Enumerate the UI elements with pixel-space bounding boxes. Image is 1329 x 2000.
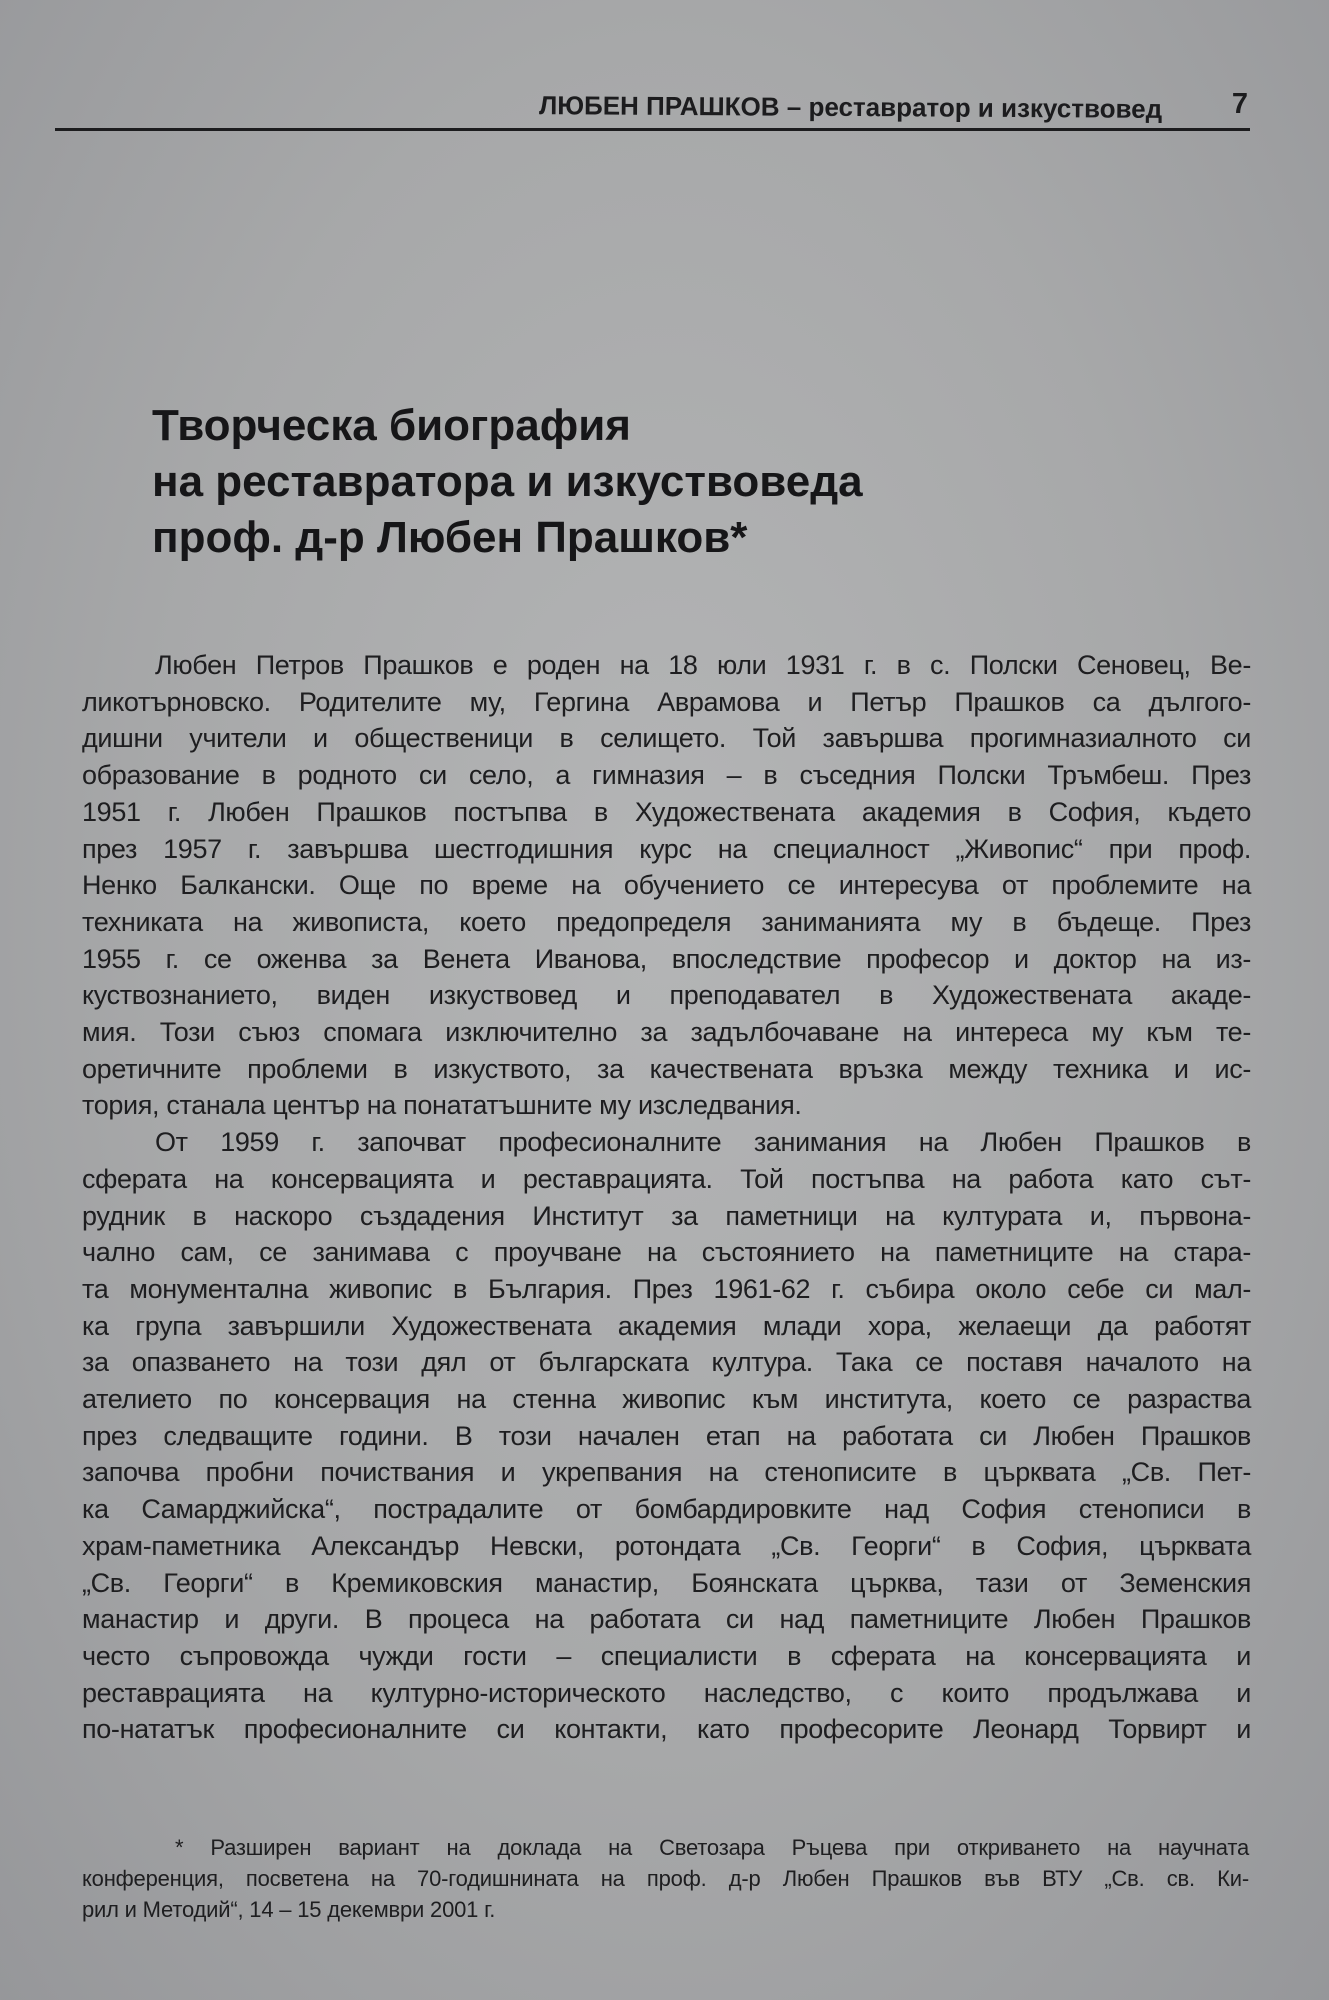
text-line: сферата на консервацията и реставрацията. Той постъпва на работа като сът- bbox=[82, 1163, 1251, 1194]
text-line: техниката на живописта, което предопределя заниманията му в бъдеще. През bbox=[82, 906, 1251, 937]
text-line: през следващите години. В този начален етап на работата си Любен Прашков bbox=[82, 1420, 1251, 1451]
footnote-line: * Разширен вариант на доклада на Светозара Ръцева при откриването на научната bbox=[175, 1835, 1249, 1860]
text-line: ка група завършили Художествената академия млади хора, желаещи да работят bbox=[82, 1310, 1251, 1341]
text-line: манастир и други. В процеса на работата си над паметниците Любен Прашков bbox=[82, 1604, 1251, 1635]
text-line: през 1957 г. завършва шестгодишния курс на специалност „Живопис“ при проф. bbox=[82, 833, 1251, 864]
text-line: за опазването на този дял от българската култура. Така се поставя началото на bbox=[82, 1347, 1251, 1378]
running-header bbox=[55, 88, 1250, 131]
text-line: ка Самарджийска“, пострадалите от бомбардировките над София стенописи в bbox=[82, 1494, 1251, 1525]
paragraph-conservation-career bbox=[82, 1124, 1251, 1748]
page-number: 7 bbox=[1231, 88, 1248, 120]
text-line: дишни учители и общественици в селището. Той завършва прогимназиалното си bbox=[82, 723, 1251, 754]
article-body bbox=[82, 647, 1251, 1748]
text-line: Любен Петров Прашков е роден на 18 юли 1931 г. в с. Полски Сеновец, Ве- bbox=[155, 650, 1251, 680]
text-line: 1951 г. Любен Прашков постъпва в Художествената академия в София, където bbox=[82, 796, 1251, 827]
article-title bbox=[152, 398, 1052, 566]
text-line: 1955 г. се оженва за Венета Иванова, впоследствие професор и доктор на из- bbox=[82, 943, 1251, 974]
running-title: ЛЮБЕН ПРАШКОВ – реставратор и изкуствовед bbox=[538, 90, 1163, 124]
text-line: започва пробни почиствания и укрепвания на стенописите в църквата „Св. Пет- bbox=[82, 1457, 1251, 1488]
text-line: храм-паметника Александър Невски, ротондата „Св. Георги“ в София, църквата bbox=[82, 1530, 1251, 1561]
footnote-line: рил и Методий“, 14 – 15 декември 2001 г. bbox=[82, 1897, 496, 1922]
text-line: ателието по консервация на стенна живопис към института, което се разраства bbox=[82, 1384, 1251, 1415]
text-line: та монументална живопис в България. През 1961-62 г. събира около себе си мал- bbox=[82, 1273, 1251, 1304]
text-line: чално сам, се занимава с проучване на състоянието на паметниците на стара- bbox=[82, 1237, 1251, 1268]
title-line: на реставратора и изкуствоведа bbox=[152, 457, 863, 506]
footnote bbox=[82, 1832, 1249, 1925]
paragraph-birth-education bbox=[82, 647, 1251, 1124]
text-line: мия. Този съюз спомага изключително за задълбочаване на интереса му към те- bbox=[82, 1017, 1251, 1048]
text-line: От 1959 г. започват професионалните занимания на Любен Прашков в bbox=[155, 1127, 1251, 1158]
text-line: оретичните проблеми в изкуството, за качествената връзка между техника и ис- bbox=[82, 1053, 1251, 1084]
title-line: проф. д-р Любен Прашков* bbox=[152, 513, 748, 562]
text-line: образование в родното си село, а гимназия – в съседния Полски Тръмбеш. През bbox=[82, 760, 1251, 791]
text-line: куствознанието, виден изкуствовед и преподавател в Художествената акаде- bbox=[82, 980, 1251, 1011]
text-line: често съпровожда чужди гости – специалисти в сферата на консервацията и bbox=[82, 1640, 1251, 1671]
text-line: рудник в наскоро създадения Институт за паметници на културата и, първона- bbox=[82, 1200, 1251, 1231]
text-line: ликотърновско. Родителите му, Гергина Аврамова и Петър Прашков са дългого- bbox=[82, 686, 1251, 717]
text-line: тория, станала център на понататъшните му изследвания. bbox=[82, 1090, 802, 1121]
text-line: „Св. Георги“ в Кремиковския манастир, Боянската църква, тази от Земенския bbox=[82, 1567, 1251, 1598]
title-line: Творческа биография bbox=[152, 401, 631, 450]
text-line: Ненко Балкански. Още по време на обучението се интересува от проблемите на bbox=[82, 870, 1251, 901]
text-line: реставрацията на културно-историческото наследство, с които продължава и bbox=[82, 1677, 1251, 1708]
footnote-line: конференция, посветена на 70-годишнината на проф. д-р Любен Прашков във ВТУ „Св. св. Ки- bbox=[82, 1866, 1249, 1891]
text-line: по-нататък професионалните си контакти, като професорите Леонард Торвирт и bbox=[82, 1714, 1251, 1745]
